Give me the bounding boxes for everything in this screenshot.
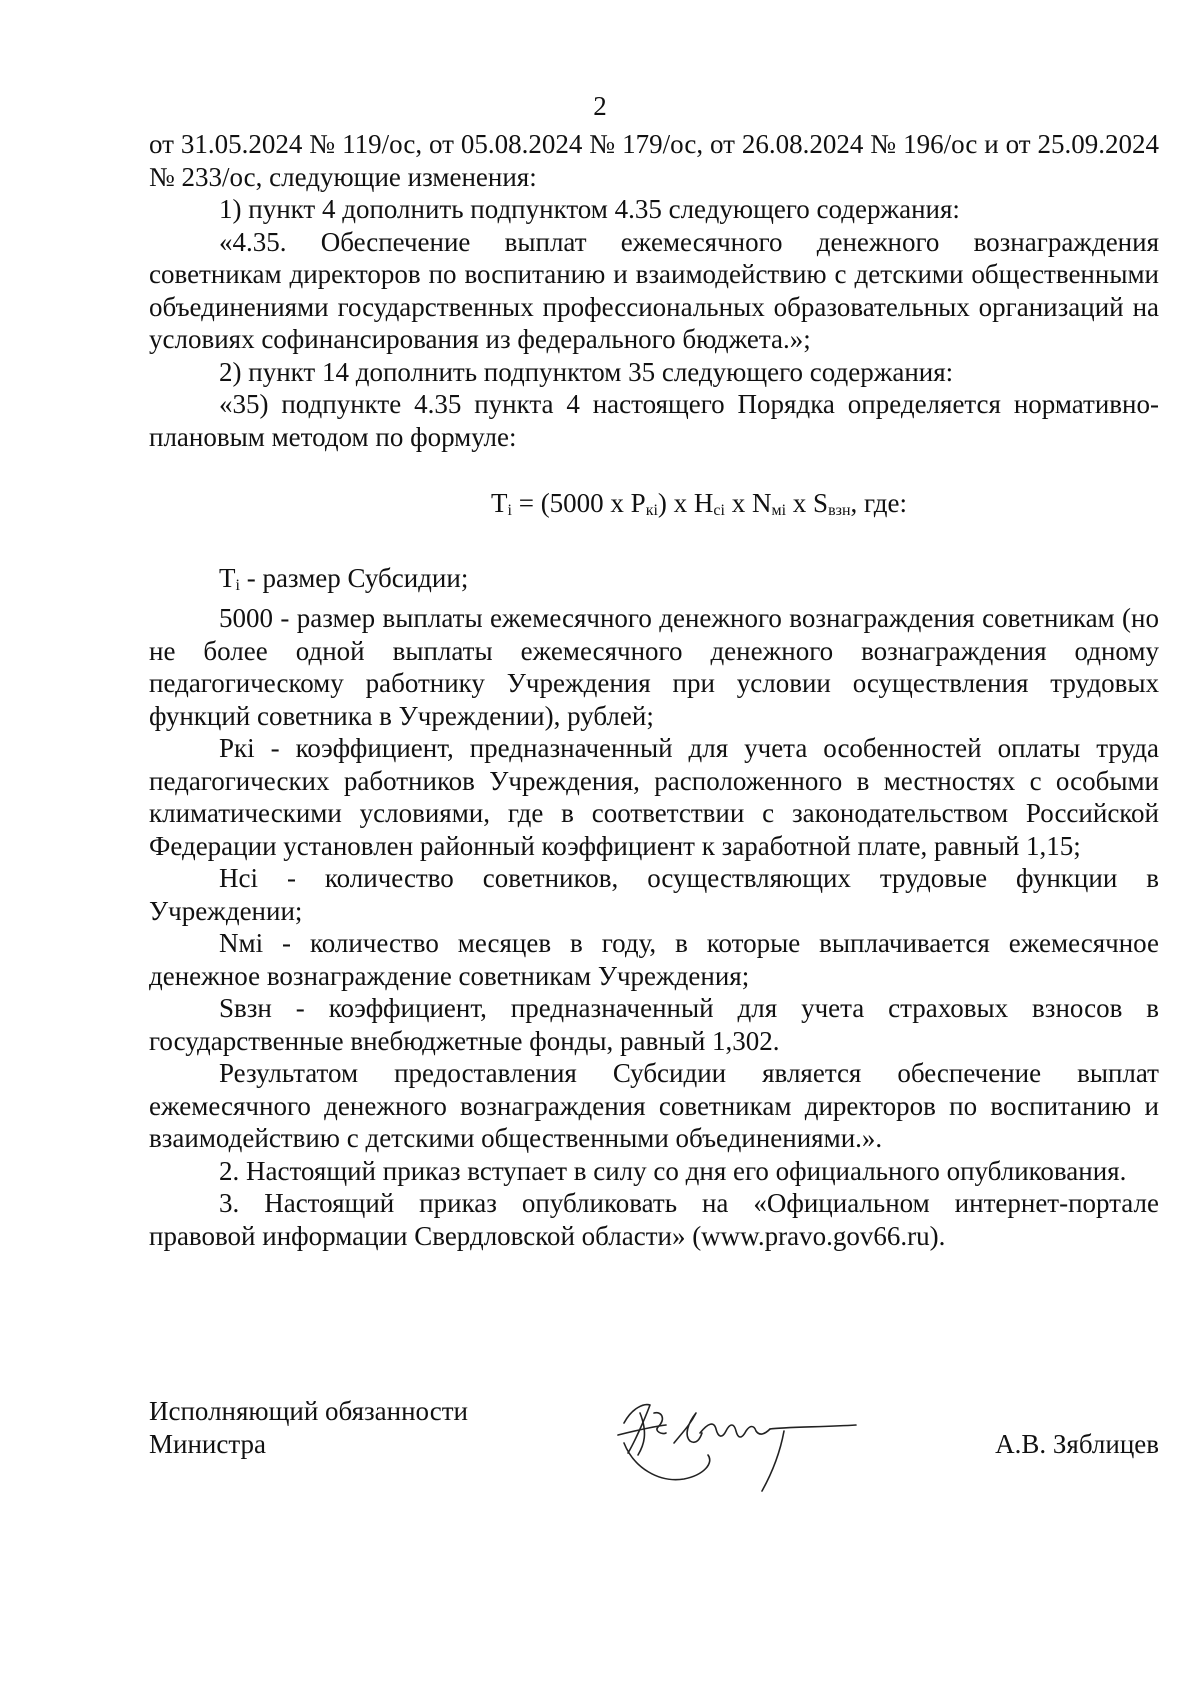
definition-ti bbox=[149, 562, 1159, 603]
definition-5000: 5000 - размер выплаты ежемесячного денежного вознаграждения советникам (но не более одной выплаты ежемесячного денежного вознаграждения одному педагогическому работнику Учреждения при условии осуществления трудовых функций советника в Учреждении), рублей; bbox=[149, 603, 1159, 731]
page-number: 2 bbox=[593, 91, 607, 121]
signatory-name: А.В. Зяблицев bbox=[995, 1429, 1159, 1459]
formula bbox=[149, 487, 1159, 528]
signatory-title-line-1: Исполняющий обязанности bbox=[149, 1396, 468, 1426]
formula-text: x N bbox=[724, 488, 772, 518]
formula-text: T bbox=[491, 488, 508, 518]
definition-nmi: Nмi - количество месяцев в году, в которые выплачивается ежемесячное денежное вознаграждение советникам Учреждения; bbox=[149, 928, 1159, 991]
definition-pki: Pкi - коэффициент, предназначенный для учета особенностей оплаты труда педагогических работников Учреждения, расположенного в местностях с особыми климатическими условиями, где в соответствии с законодательством Российской Федерации установлен районный коэффициент к заработной плате, равный 1,15; bbox=[149, 733, 1159, 861]
paragraph-publication: 3. Настоящий приказ опубликовать на «Официальном интернет-портале правовой информации Свердловской области» (www.pravo.gov66.ru). bbox=[149, 1188, 1159, 1251]
definition-subscript: i bbox=[235, 576, 240, 594]
definition-term: T bbox=[219, 562, 236, 593]
formula-text: ) x H bbox=[657, 488, 714, 518]
paragraph-amendment-refs: от 31.05.2024 № 119/ос, от 05.08.2024 № 179/ос, от 26.08.2024 № 196/ос и от 25.09.2024 № 233/ос, следующие изменения: bbox=[149, 129, 1159, 192]
formula-subscript: взн bbox=[828, 502, 851, 519]
formula-subscript: сi bbox=[713, 502, 725, 519]
paragraph-subitem-4-35: «4.35. Обеспечение выплат ежемесячного денежного вознаграждения советникам директоров по воспитанию и взаимодействию с детскими общественными объединениями государственных профессиональных образовательных организаций на условиях софинансирования из федерального бюджета.»; bbox=[149, 226, 1159, 354]
formula-text: , где: bbox=[850, 488, 907, 518]
signatory-title bbox=[149, 1395, 468, 1461]
paragraph-item-2: 2) пункт 14 дополнить подпунктом 35 следующего содержания: bbox=[219, 356, 954, 387]
paragraph-item-1: 1) пункт 4 дополнить подпунктом 4.35 следующего содержания: bbox=[219, 194, 960, 224]
document-body bbox=[149, 128, 1159, 1252]
definition-text: - размер Субсидии; bbox=[239, 562, 469, 593]
formula-subscript: мi bbox=[771, 502, 787, 519]
formula-text: x S bbox=[786, 488, 829, 518]
signatory-title-line-2: Министра bbox=[149, 1429, 266, 1459]
formula-subscript: i bbox=[507, 502, 512, 519]
signature-block bbox=[149, 1395, 1159, 1535]
definition-svzn: Sвзн - коэффициент, предназначенный для учета страховых взносов в государственные внебюджетные фонды, равный 1,302. bbox=[149, 993, 1159, 1056]
definition-hci: Hсi - количество советников, осуществляющих трудовые функции в Учреждении; bbox=[149, 863, 1159, 926]
formula-text: = (5000 x P bbox=[511, 488, 646, 518]
paragraph-effective-date: 2. Настоящий приказ вступает в силу со дня его официального опубликования. bbox=[219, 1155, 1127, 1186]
paragraph-result: Результатом предоставления Субсидии является обеспечение выплат ежемесячного денежного вознаграждения советникам директоров по воспитанию и взаимодействию с детскими общественными объединениями.». bbox=[149, 1058, 1159, 1153]
handwritten-signature bbox=[604, 1383, 864, 1503]
paragraph-subitem-35: «35) подпункте 4.35 пункта 4 настоящего Порядка определяется нормативно-плановым методом по формуле: bbox=[149, 389, 1159, 452]
formula-subscript: кi bbox=[645, 502, 658, 519]
